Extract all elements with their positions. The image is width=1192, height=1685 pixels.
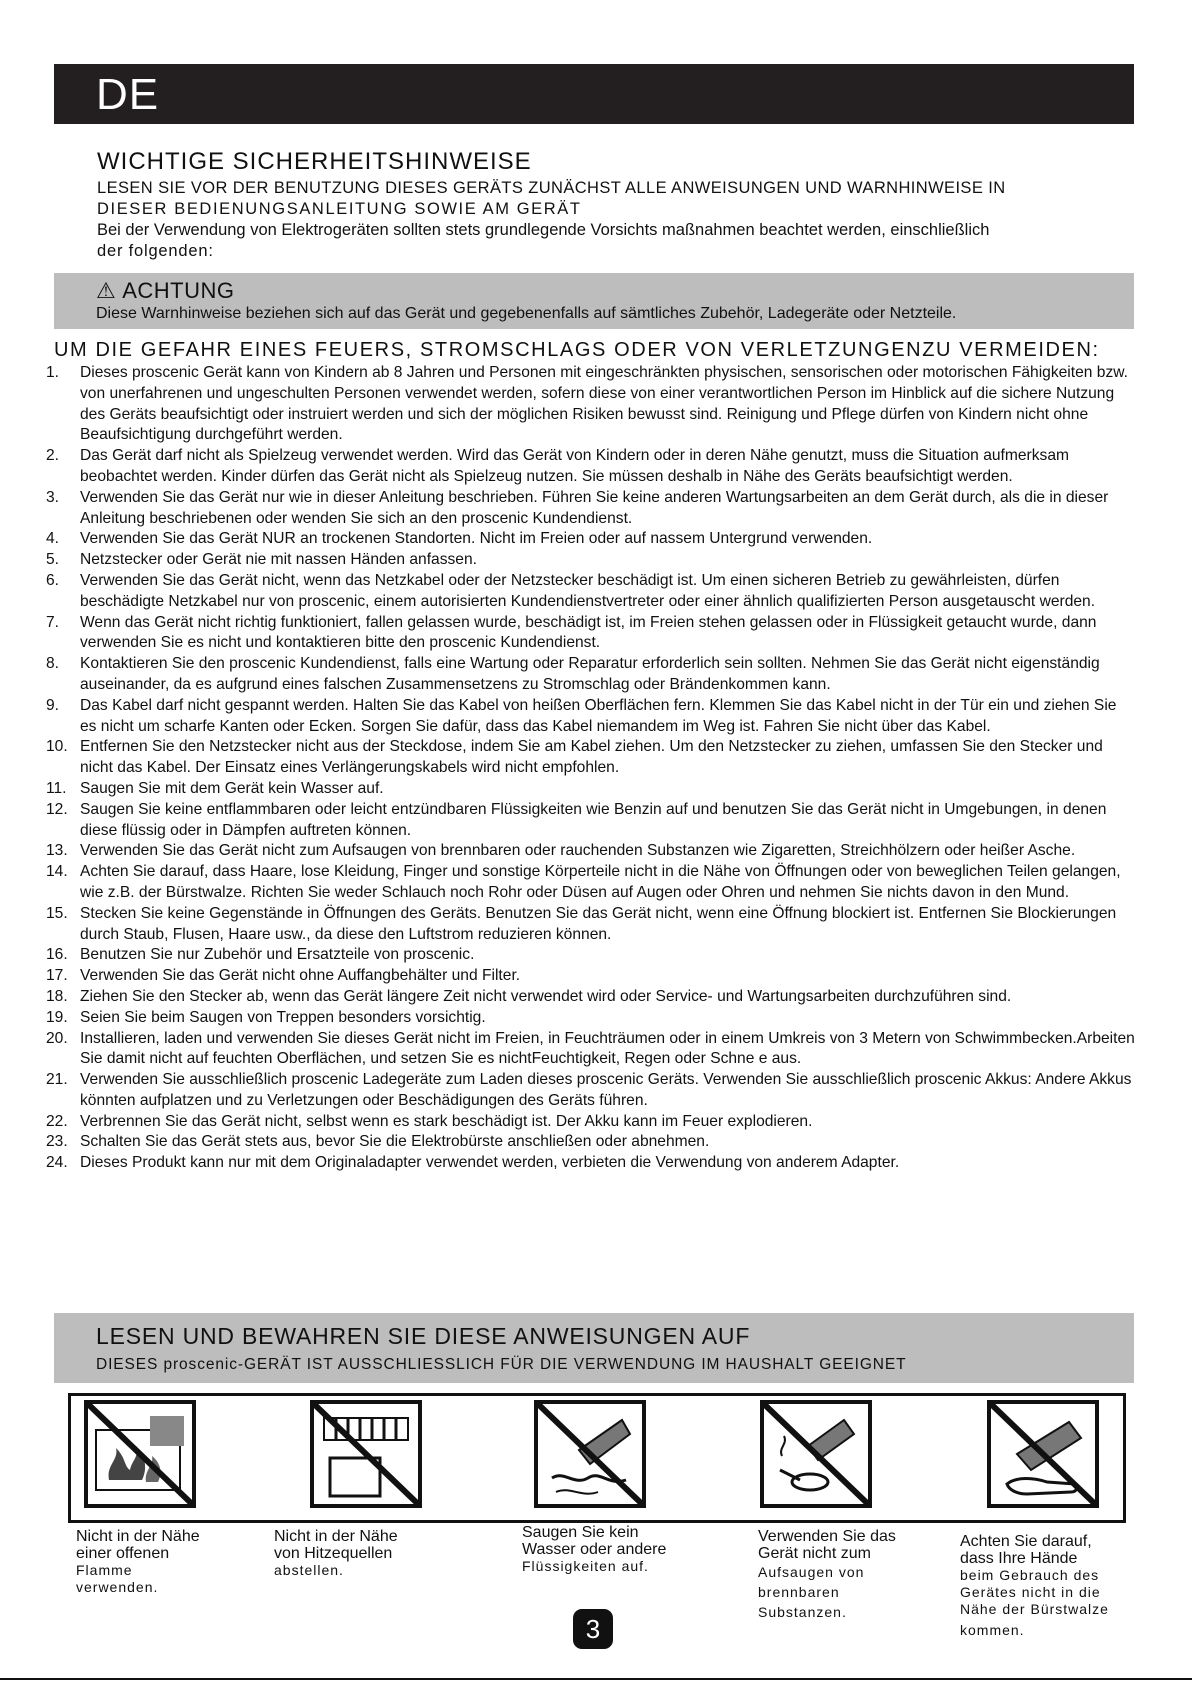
caption-line: Aufsaugen von (758, 1564, 865, 1580)
rule-number: 5. (46, 551, 60, 569)
rule-text: Entfernen Sie den Netzstecker nicht aus der Steckdose, indem Sie am Kabel ziehen. Um den Netzstecker zu ziehen, umfassen Sie den Stecker und nicht das Kabel. Der Einsatz eines Verlängerungskabels wird nicht empfohlen. (80, 738, 1103, 777)
caption-line: Achten Sie darauf, (960, 1533, 1092, 1550)
rule-text: Stecken Sie keine Gegenstände in Öffnungen des Geräts. Benutzen Sie das Gerät nicht, wenn eine Öffnung blockiert ist. Entfernen Sie Blockierungen durch Staub, Flusen, Haare usw., da diese den Luftstrom reduzieren können. (80, 904, 1117, 943)
safety-rule-item (46, 904, 1136, 946)
safety-rule-item (46, 613, 1136, 655)
caption-line: beim Gebrauch des (960, 1567, 1100, 1583)
warning-text: Diese Warnhinweise beziehen sich auf das Gerät und gegebenenfalls auf sämtliches Zubehör, Ladegeräte oder Netzteile. (96, 305, 957, 322)
rule-text: Verbrennen Sie das Gerät nicht, selbst wenn es stark beschädigt ist. Der Akku kann im Feuer explodieren. (80, 1112, 813, 1130)
safety-rule-item (46, 1029, 1136, 1071)
safety-rule-item (46, 550, 1136, 571)
caption-line: von Hitzequellen (274, 1545, 393, 1562)
warning-box (54, 273, 1134, 329)
rule-text: Dieses Produkt kann nur mit dem Originaladapter verwendet werden, verbieten die Verwendung von anderem Adapter. (80, 1154, 900, 1172)
intro-text (97, 178, 1117, 262)
caption-line: brennbaren (758, 1584, 840, 1600)
pictogram-caption (758, 1528, 896, 1622)
rule-text: Verwenden Sie das Gerät NUR an trockenen Standorten. Nicht im Freien oder auf nassem Untergrund verwenden. (80, 530, 873, 548)
safety-rule-item (46, 1070, 1136, 1112)
rule-text: Saugen Sie keine entflammbaren oder leicht entzündbaren Flüssigkeiten wie Benzin auf und benutzen Sie das Gerät nicht in Umgebungen, in denen diese flüssig oder in Dämpfen auftreten können. (80, 800, 1107, 839)
rule-number: 8. (46, 655, 60, 673)
caption-line: Substanzen. (758, 1604, 847, 1620)
safety-rule-item (46, 737, 1136, 779)
rule-number: 19. (46, 1008, 68, 1026)
rule-text: Wenn das Gerät nicht richtig funktioniert, fallen gelassen wurde, beschädigt ist, im Freien stehen gelassen oder in Flüssigkeit getaucht wurde, dann verwenden Sie es nicht und kontaktieren bitte den proscenic Kundendienst. (80, 613, 1097, 652)
safety-rule-item (46, 1132, 1136, 1153)
no-burning-substances-icon (760, 1400, 872, 1508)
rule-text: Verwenden Sie das Gerät nicht, wenn das Netzkabel oder der Netzstecker beschädigt ist. Um einen sicheren Betrieb zu gewährleisten, dürfen beschädigte Netzkabel nur von proscenic, einem autorisierten Kundendienstvertreter oder einer ähnlich qualifizierten Person ausgetauscht werden. (80, 571, 1096, 610)
rule-number: 24. (46, 1154, 68, 1172)
caption-line: einer offenen (76, 1545, 170, 1562)
caption-line: Flüssigkeiten auf. (522, 1558, 649, 1574)
no-heat-source-icon (310, 1400, 422, 1508)
rule-text: Installieren, laden und verwenden Sie dieses Gerät nicht im Freien, in Feuchträumen oder in einem Umkreis von 3 Metern von Schwimmbecken.Arbeiten Sie damit nicht auf feuchten Oberflächen, und setzen Sie es nichtFeuchtigkeit, Regen oder Schne e aus. (80, 1029, 1135, 1068)
safety-rule-item (46, 571, 1136, 613)
bottom-rule (0, 1678, 1192, 1680)
rule-number: 6. (46, 571, 60, 589)
caption-line: Nicht in der Nähe (274, 1528, 398, 1545)
rule-number: 14. (46, 863, 68, 881)
caption-line: Flamme (76, 1562, 133, 1578)
rule-number: 18. (46, 987, 68, 1005)
safety-rules-list (46, 363, 1136, 1174)
rule-number: 21. (46, 1071, 68, 1089)
rule-text: Das Gerät darf nicht als Spielzeug verwendet werden. Wird das Gerät von Kindern oder in deren Nähe genutzt, muss die Situation aufmerksam beobachtet werden. Kinder dürfen das Gerät nicht als Spielzeug nutzen. Sie müssen deshalb in Nähe des Geräts beaufsichtigt werden. (80, 447, 1069, 485)
rule-number: 1. (46, 364, 60, 381)
keep-subtitle: DIESES proscenic-GERÄT IST AUSSCHLIESSLICH FÜR DIE VERWENDUNG IM HAUSHALT GEEIGNET (96, 1356, 907, 1373)
rule-text: Benutzen Sie nur Zubehör und Ersatzteile von proscenic. (80, 946, 475, 964)
pictogram-caption (960, 1533, 1109, 1639)
rule-number: 3. (46, 488, 60, 506)
warning-heading (96, 278, 235, 304)
pictogram-caption (76, 1528, 200, 1596)
safety-title: WICHTIGE SICHERHEITSHINWEISE (97, 148, 532, 175)
caption-line: dass Ihre Hände (960, 1550, 1078, 1567)
warning-title: ACHTUNG (122, 278, 235, 303)
rule-number: 7. (46, 613, 60, 631)
safety-rule-item (46, 966, 1136, 987)
rule-text: Ziehen Sie den Stecker ab, wenn das Gerät längere Zeit nicht verwendet wird oder Service- und Wartungsarbeiten durchzuführen sind. (80, 987, 1012, 1005)
rule-number: 17. (46, 967, 68, 985)
keep-instructions-box (54, 1313, 1134, 1383)
no-water-icon (534, 1400, 646, 1508)
section-heading: UM DIE GEFAHR EINES FEUERS, STROMSCHLAGS ODER VON VERLETZUNGENZU VERMEIDEN: (54, 339, 1100, 361)
rule-text: Verwenden Sie das Gerät nicht zum Aufsaugen von brennbaren oder rauchenden Substanzen wie Zigaretten, Streichhölzern oder heißer Asche. (80, 842, 1076, 860)
pictogram-caption (522, 1524, 666, 1575)
safety-rule-item (46, 841, 1136, 862)
safety-rule-item (46, 446, 1136, 488)
safety-rule-item (46, 945, 1136, 966)
rule-text: Schalten Sie das Gerät stets aus, bevor Sie die Elektrobürste anschließen oder abnehmen. (80, 1133, 710, 1151)
rule-text: Verwenden Sie das Gerät nur wie in dieser Anleitung beschrieben. Führen Sie keine anderen Wartungsarbeiten an dem Gerät durch, als die in dieser Anleitung beschriebenen oder wenden Sie sich an den proscenic Kundendienst. (80, 488, 1109, 527)
safety-rule-item (46, 1008, 1136, 1029)
caption-line: Gerätes nicht in die (960, 1584, 1101, 1600)
no-fire-icon (84, 1400, 196, 1508)
rule-text: Achten Sie darauf, dass Haare, lose Kleidung, Finger und sonstige Körperteile nicht in die Nähe von Öffnungen oder von beweglichen Teilen gelangen, wie z.B. der Bürstwalze. Richten Sie weder Schlauch noch Rohr oder Düsen auf Augen oder Ohren und nehmen Sie nichts davon in den Mund. (80, 863, 1121, 901)
safety-rule-item (46, 779, 1136, 800)
rule-number: 9. (46, 696, 60, 714)
page-number: 3 (573, 1609, 613, 1649)
keep-title: LESEN UND BEWAHREN SIE DIESE ANWEISUNGEN AUF (96, 1323, 751, 1349)
rule-text: Dieses proscenic Gerät kann von Kindern ab 8 Jahren und Personen mit eingeschränkten physischen, sensorischen oder motorischen Fähigkeiten bzw. von unerfahrenen und ungeschulten Personen verwendet werden, sofern diese von einer verantwortlichen Person im Hinblick auf die sichere Nutzung des Geräts beaufsichtigt oder instruiert werden und sich der möglichen Risiken bewusst sind. Reinigung und Pflege dürfen von Kindern nicht ohne Beaufsichtigung durchgeführt werden. (80, 364, 1128, 444)
caption-line: Saugen Sie kein (522, 1524, 639, 1541)
warning-triangle-icon: ⚠ (96, 278, 117, 303)
safety-rule-item (46, 529, 1136, 550)
rule-number: 2. (46, 447, 60, 465)
language-code: DE (96, 70, 160, 119)
safety-rule-item (46, 1112, 1136, 1133)
safety-rule-item (46, 696, 1136, 738)
caption-line: verwenden. (76, 1579, 159, 1595)
rule-text: Saugen Sie mit dem Gerät kein Wasser auf. (80, 779, 384, 797)
rule-number: 11. (46, 779, 67, 797)
rule-number: 22. (46, 1112, 68, 1130)
safety-rule-item (46, 800, 1136, 842)
intro-line: Bei der Verwendung von Elektrogeräten sollten stets grundlegende Vorsichts maßnahmen beachtet werden, einschließlich (97, 221, 990, 239)
rule-text: Verwenden Sie ausschließlich proscenic Ladegeräte zum Laden dieses proscenic Geräts. Verwenden Sie ausschließlich proscenic Akkus: Andere Akkus könnten aufplatzen und zu Verletzungen oder Beschädigungen des Geräts führen. (80, 1071, 1132, 1109)
safety-rule-item (46, 363, 1136, 446)
no-hands-near-brush-icon (987, 1400, 1099, 1508)
rule-text: Das Kabel darf nicht gespannt werden. Halten Sie das Kabel von heißen Oberflächen fern. Klemmen Sie das Kabel nicht in der Tür ein und ziehen Sie es nicht um scharfe Kanten oder Ecken. Sorgen Sie dafür, dass das Kabel niemandem im Weg ist. Fahren Sie nicht über das Kabel. (80, 696, 1117, 735)
rule-number: 15. (46, 904, 68, 922)
rule-text: Seien Sie beim Saugen von Treppen besonders vorsichtig. (80, 1008, 486, 1026)
safety-rule-item (46, 654, 1136, 696)
rule-number: 4. (46, 530, 60, 548)
rule-text: Kontaktieren Sie den proscenic Kundendienst, falls eine Wartung oder Reparatur erforderlich sein sollten. Nehmen Sie das Gerät nicht eigenständig auseinander, da es aufgrund eines falschen Zusammensetzens zu Stromschlag oder Brändenkommen kann. (80, 655, 1100, 693)
caption-line: Nicht in der Nähe (76, 1528, 200, 1545)
intro-line: DIESER BEDIENUNGSANLEITUNG SOWIE AM GERÄT (97, 200, 582, 218)
rule-number: 13. (46, 842, 68, 860)
language-header-band (54, 64, 1134, 124)
rule-number: 23. (46, 1133, 68, 1151)
caption-line: Wasser oder andere (522, 1541, 667, 1558)
rule-number: 16. (46, 946, 68, 964)
caption-line: Gerät nicht zum (758, 1545, 871, 1562)
caption-line: kommen. (960, 1622, 1025, 1638)
caption-line: abstellen. (274, 1562, 344, 1578)
safety-rule-item (46, 488, 1136, 530)
rule-text: Netzstecker oder Gerät nie mit nassen Händen anfassen. (80, 551, 477, 569)
caption-line: Nähe der Bürstwalze (960, 1601, 1109, 1617)
safety-rule-item (46, 1153, 1136, 1174)
safety-rule-item (46, 987, 1136, 1008)
rule-number: 10. (46, 738, 68, 756)
intro-line: LESEN SIE VOR DER BENUTZUNG DIESES GERÄTS ZUNÄCHST ALLE ANWEISUNGEN UND WARNHINWEISE IN (97, 179, 1006, 197)
caption-line: Verwenden Sie das (758, 1528, 896, 1545)
rule-number: 12. (46, 800, 68, 818)
pictogram-caption (274, 1528, 398, 1579)
safety-rule-item (46, 862, 1136, 904)
rule-text: Verwenden Sie das Gerät nicht ohne Auffangbehälter und Filter. (80, 967, 521, 985)
rule-number: 20. (46, 1029, 68, 1047)
intro-line: der folgenden: (97, 242, 214, 260)
